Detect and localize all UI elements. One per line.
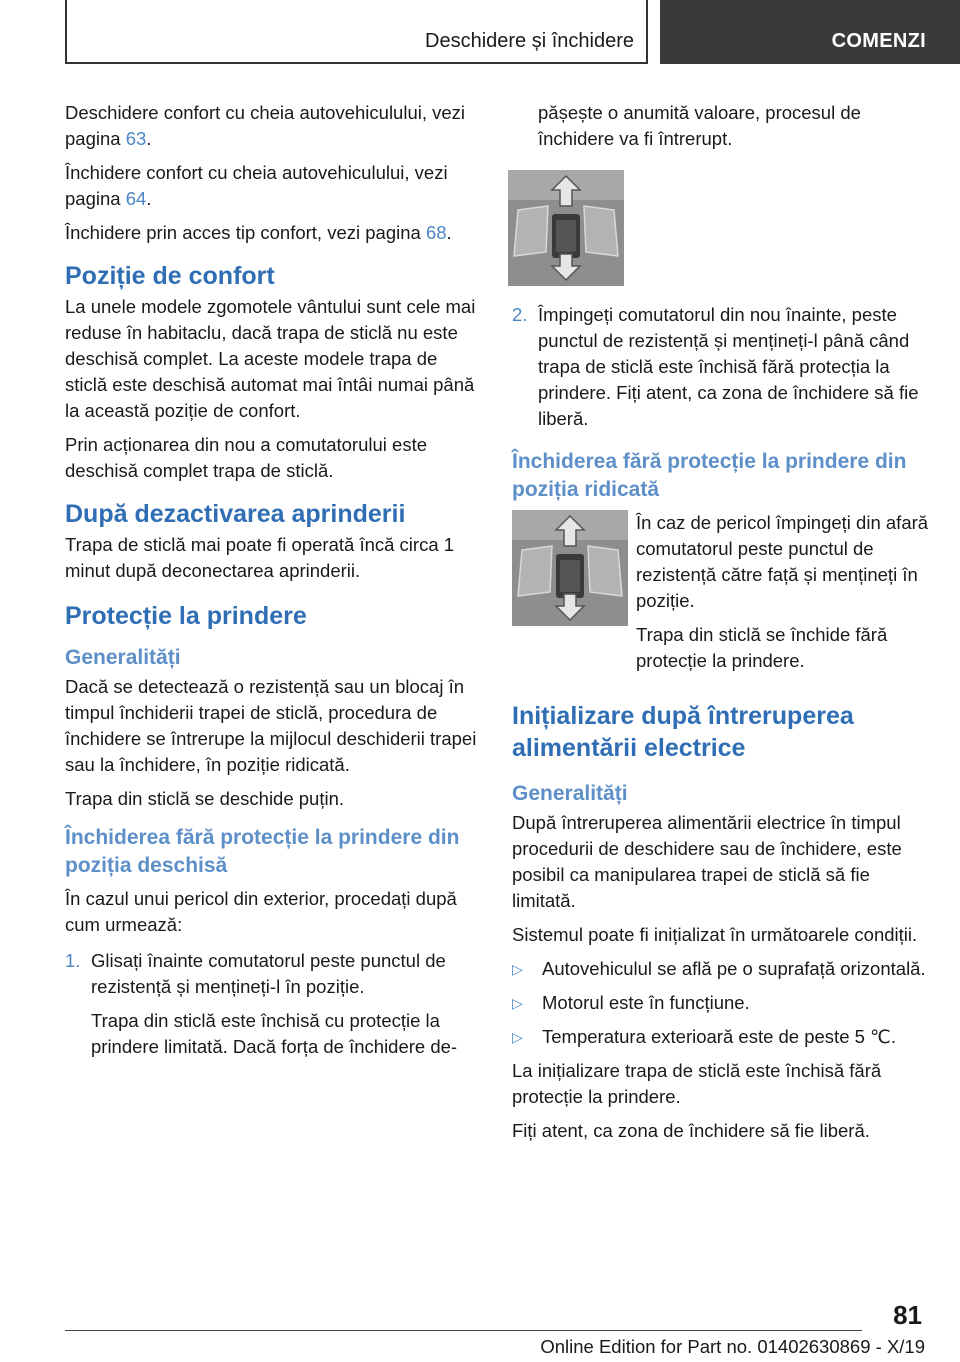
page-number: 81 xyxy=(893,1300,922,1330)
paragraph: pășește o anumită valoare, procesul de închidere va fi întrerupt. xyxy=(538,102,861,149)
subheading-generalitati: Generalități xyxy=(65,646,181,669)
text: Închidere confort cu cheia autovehiculului, vezi pagina xyxy=(65,162,448,209)
paragraph: În caz de pericol împingeți din afară comutatorul peste punctul de rezistență către față și mențineți în poziție. xyxy=(636,512,929,611)
step-item xyxy=(65,948,480,1060)
text: Deschidere confort cu cheia autovehiculului, vezi pagina xyxy=(65,102,466,149)
left-column xyxy=(65,100,480,1068)
footer-divider xyxy=(65,1330,862,1331)
right-column xyxy=(512,100,932,1152)
step-number: 1. xyxy=(65,950,81,971)
paragraph: Trapa de sticlă mai poate fi operată încă circa 1 minut după deconectarea aprinderii. xyxy=(65,534,455,581)
chapter-tab-label: COMENZI xyxy=(831,30,926,52)
list-item-text: Motorul este în funcțiune. xyxy=(542,992,750,1013)
paragraph: Deschidere confort cu cheia autovehiculului, vezi pagina 63. xyxy=(65,102,466,149)
heading-initializare: Inițializare după întreruperea alimentării electrice xyxy=(512,702,854,762)
header-section-box xyxy=(65,0,648,64)
list-item xyxy=(512,956,932,982)
sunroof-switch-image xyxy=(508,170,932,286)
heading-confort: Poziție de confort xyxy=(65,262,275,290)
chapter-tab[interactable] xyxy=(660,0,960,64)
text: Închidere prin acces tip confort, vezi pagina xyxy=(65,222,426,243)
paragraph: Prin acționarea din nou a comutatorului este deschisă complet trapa de sticlă. xyxy=(65,434,427,481)
sunroof-switch-illustration xyxy=(508,170,624,286)
subheading-inchidere-ridicata: Închiderea fără protecție la prindere din poziția ridicată xyxy=(512,450,907,501)
paragraph: Fiți atent, ca zona de închidere să fie liberă. xyxy=(512,1120,870,1141)
list-item-text: Autovehiculul se află pe o suprafață orizontală. xyxy=(542,958,926,979)
paragraph: Sistemul poate fi inițializat în următoarele condiții. xyxy=(512,924,918,945)
page-link[interactable]: 63 xyxy=(125,128,147,149)
paragraph: La inițializare trapa de sticlă este închisă fără protecție la prindere. xyxy=(512,1060,882,1107)
paragraph: Trapa din sticlă se închide fără protecție la prindere. xyxy=(636,624,888,671)
edition-text: Online Edition for Part no. 01402630869 - X/19 xyxy=(540,1336,925,1357)
heading-protectie: Protecție la prindere xyxy=(65,602,307,630)
step-text: Glisați înainte comutatorul peste punctul de rezistență și mențineți-l în poziție. xyxy=(91,950,446,997)
list-item xyxy=(512,1024,932,1050)
subheading-inchidere-deschisa: Închiderea fără protecție la prindere din poziția deschisă xyxy=(65,826,460,877)
paragraph: Închidere confort cu cheia autovehiculului, vezi pagina 64. xyxy=(65,162,448,209)
triangle-bullet-icon: ▷ xyxy=(512,1029,523,1045)
paragraph: Închidere prin acces tip confort, vezi pagina 68. xyxy=(65,222,452,243)
paragraph: La unele modele zgomotele vântului sunt cele mai reduse în habitaclu, dacă trapa de sticlă nu este deschisă complet. La aceste modele trapa de sticlă este deschisă automat mai întâi numai până la această poziție de confort. xyxy=(65,296,476,421)
step-number: 2. xyxy=(512,304,528,325)
image-with-text xyxy=(512,510,932,682)
triangle-bullet-icon: ▷ xyxy=(512,961,523,977)
triangle-bullet-icon: ▷ xyxy=(512,995,523,1011)
sunroof-switch-illustration xyxy=(512,510,628,626)
page-link[interactable]: 68 xyxy=(425,222,447,243)
paragraph: Dacă se detectează o rezistență sau un blocaj în timpul închiderii trapei de sticlă, procedura de închidere se întrerupe la mijlocul deschiderii trapei sau la închidere, în poziție ridicată. xyxy=(65,676,477,775)
condition-list xyxy=(512,956,932,1050)
paragraph: În cazul unui pericol din exterior, procedați după cum urmează: xyxy=(65,888,457,935)
step-text: Împingeți comutatorul din nou înainte, peste punctul de rezistență și mențineți-l până când trapa de sticlă este închisă fără protecția la prindere. Fiți atent, ca zona de închidere să fie liberă. xyxy=(538,304,919,429)
step-item xyxy=(512,302,932,432)
step-subtext: Trapa din sticlă este închisă cu protecție la prindere limitată. Dacă forța de închidere de- xyxy=(91,1010,458,1057)
list-item xyxy=(512,990,932,1016)
paragraph: După întreruperea alimentării electrice în timpul procedurii de deschidere sau de închidere, este posibil ca manipularea trapei de sticlă să fie limitată. xyxy=(512,812,902,911)
subheading-generalitati: Generalități xyxy=(512,782,628,805)
paragraph: Trapa din sticlă se deschide puțin. xyxy=(65,788,345,809)
page-link[interactable]: 64 xyxy=(125,188,147,209)
heading-dezactivare: După dezactivarea aprinderii xyxy=(65,500,406,528)
section-title: Deschidere și închidere xyxy=(425,30,634,52)
list-item-text: Temperatura exterioară este de peste 5 ℃. xyxy=(542,1026,896,1047)
